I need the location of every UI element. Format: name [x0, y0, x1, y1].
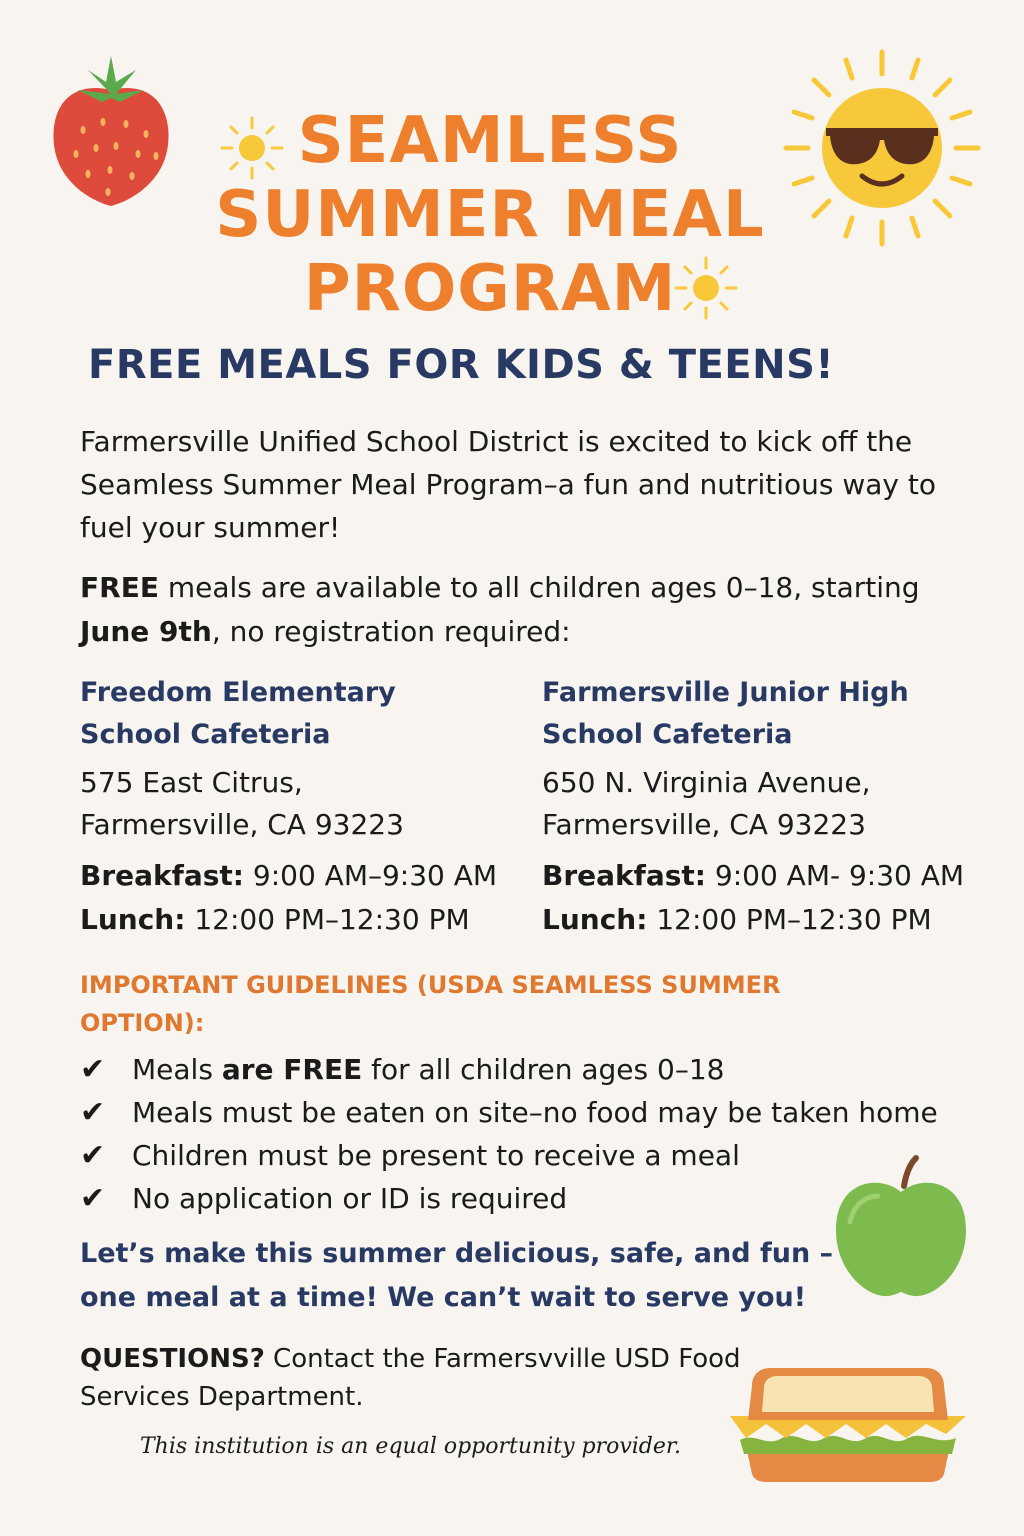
breakfast-label: Breakfast: — [80, 859, 244, 892]
list-item — [80, 1134, 938, 1177]
list-item — [80, 1091, 938, 1134]
title-line-3: PROGRAM — [303, 252, 677, 326]
address-line: Farmersville, CA 93223 — [542, 808, 866, 841]
breakfast-value: 9:00 AM–9:30 AM — [252, 859, 498, 892]
intro-paragraph: Farmersville Unified School District is excited to kick off the Seamless Summer Meal Program–a fun and nutritious way to fuel your summer! — [80, 425, 936, 544]
guideline-text — [132, 1048, 724, 1091]
location-name-line: School Cafeteria — [80, 719, 331, 750]
location-name — [80, 672, 497, 756]
guideline-text-part: for all children ages 0–18 — [362, 1053, 725, 1086]
guidelines-list — [80, 1048, 938, 1220]
location-card — [80, 672, 497, 942]
guideline-text-part: Meals — [132, 1053, 222, 1086]
guideline-text: No application or ID is required — [132, 1182, 568, 1215]
check-icon: ✔ — [80, 1181, 106, 1216]
lunch-label: Lunch: — [80, 903, 186, 936]
address-line: 650 N. Virginia Avenue, — [542, 766, 871, 799]
guideline-text: Children must be present to receive a meal — [132, 1139, 740, 1172]
check-icon: ✔ — [80, 1095, 106, 1130]
location-address — [80, 762, 497, 846]
equal-opportunity-footer: This institution is an equal opportunity provider. — [140, 1434, 681, 1459]
start-date: June 9th — [80, 615, 212, 648]
subtitle: FREE MEALS FOR KIDS & TEENS! — [88, 342, 835, 388]
check-icon: ✔ — [80, 1138, 106, 1173]
meal-times — [80, 854, 497, 942]
page-title — [130, 104, 850, 326]
location-card — [542, 672, 964, 942]
address-line: Farmersville, CA 93223 — [80, 808, 404, 841]
location-name-line: Farmersville Junior High — [542, 677, 909, 708]
meal-times — [542, 854, 964, 942]
list-item — [80, 1048, 938, 1091]
location-name — [542, 672, 964, 756]
breakfast-value: 9:00 AM- 9:30 AM — [714, 859, 965, 892]
lunch-time — [542, 898, 964, 942]
location-name-line: Freedom Elementary — [80, 677, 396, 708]
breakfast-label: Breakfast: — [542, 859, 706, 892]
questions-contact — [80, 1340, 760, 1416]
green-apple-icon — [830, 1152, 972, 1302]
free-label: FREE — [80, 571, 159, 604]
guideline-text-bold: are FREE — [221, 1053, 363, 1086]
address-line: 575 East Citrus, — [80, 766, 303, 799]
availability-text-2: , no registration required: — [211, 615, 571, 648]
questions-label: QUESTIONS? — [80, 1344, 265, 1374]
list-item — [80, 1177, 938, 1220]
lunch-label: Lunch: — [542, 903, 648, 936]
guidelines-heading: IMPORTANT GUIDELINES (USDA SEAMLESS SUMMER OPTION): — [80, 971, 781, 1037]
location-name-line: School Cafeteria — [542, 719, 793, 750]
title-line-2: SUMMER MEAL — [215, 178, 765, 252]
closing-message: Let’s make this summer delicious, safe, and fun – one meal at a time! We can’t wait to serve you! — [80, 1238, 834, 1313]
lunch-value: 12:00 PM–12:30 PM — [656, 903, 932, 936]
guideline-text: Meals must be eaten on site–no food may be taken home — [132, 1096, 938, 1129]
location-address — [542, 762, 964, 846]
breakfast-time — [542, 854, 964, 898]
lunch-value: 12:00 PM–12:30 PM — [194, 903, 470, 936]
title-line-1: SEAMLESS — [297, 104, 683, 178]
breakfast-time — [80, 854, 497, 898]
availability-text-1: meals are available to all children ages 0–18, starting — [158, 571, 920, 604]
sandwich-icon — [726, 1358, 970, 1486]
availability-paragraph — [80, 566, 960, 654]
lunch-time — [80, 898, 497, 942]
questions-text: Contact the Farmersvville USD Food Services Department. — [80, 1344, 741, 1412]
check-icon: ✔ — [80, 1052, 106, 1087]
